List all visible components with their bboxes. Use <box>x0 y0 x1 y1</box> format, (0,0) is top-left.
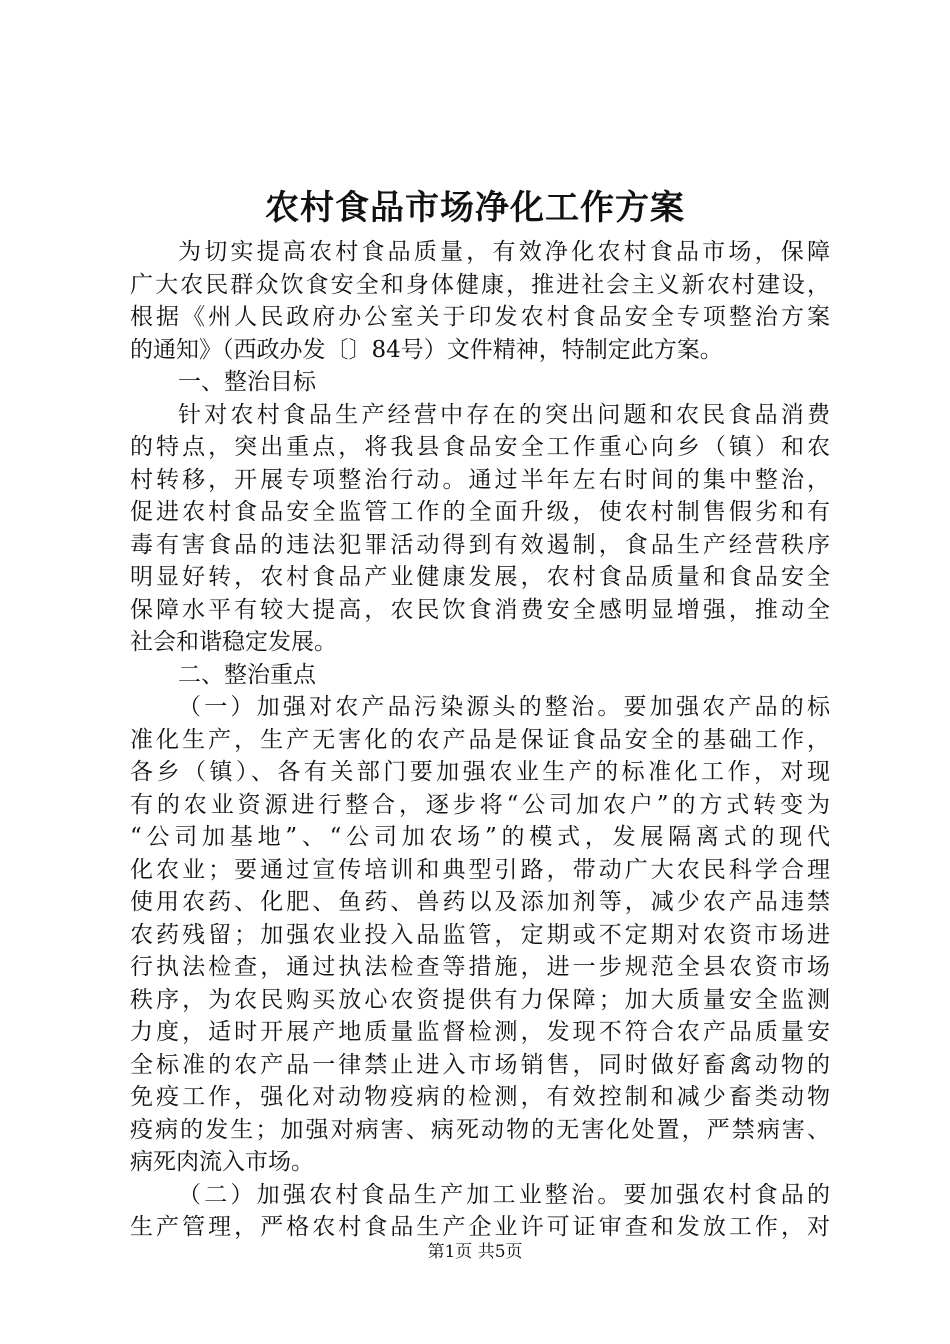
paragraph-line: 生产管理，严格农村食品生产企业许可证审查和发放工作，对 <box>130 1214 830 1240</box>
paragraph-line: 保障水平有较大提高，农民饮食消费安全感明显增强，推动全 <box>130 596 830 623</box>
paragraph-line: 为切实提高农村食品质量，有效净化农村食品市场，保障 <box>178 239 830 265</box>
paragraph-line: 根据《州人民政府办公室关于印发农村食品安全专项整治方案 <box>130 304 830 330</box>
page-footer: 第1页 共5页 <box>427 1242 523 1262</box>
paragraph-line: 准化生产，生产无害化的农产品是保证食品安全的基础工作， <box>130 726 830 753</box>
paragraph-line: 力度，适时开展产地质量监督检测，发现不符合农产品质量安 <box>130 1019 830 1045</box>
paragraph-line: 农药残留；加强农业投入品监管，定期或不定期对农资市场进 <box>130 921 830 948</box>
paragraph-line: 秩序，为农民购买放心农资提供有力保障；加大质量安全监测 <box>130 986 830 1013</box>
paragraph-line: 各乡（镇）、各有关部门要加强农业生产的标准化工作，对现 <box>130 759 830 785</box>
paragraph-line: 广大农民群众饮食安全和身体健康，推进社会主义新农村建设， <box>130 271 830 298</box>
paragraph-line: 社会和谐稳定发展。 <box>130 629 337 655</box>
paragraph-line: 免疫工作，强化对动物疫病的检测，有效控制和减少畜类动物 <box>130 1084 830 1110</box>
paragraph-line: 促进农村食品安全监管工作的全面升级，使农村制售假劣和有 <box>130 499 830 525</box>
section-heading: 二、整治重点 <box>178 661 316 688</box>
paragraph-line: （一）加强对农产品污染源头的整治。要加强农产品的标 <box>178 694 830 720</box>
section-heading: 一、整治目标 <box>178 369 316 395</box>
paragraph-line: 使用农药、化肥、鱼药、兽药以及添加剂等，减少农产品违禁 <box>130 889 830 915</box>
paragraph-line: 针对农村食品生产经营中存在的突出问题和农民食品消费 <box>178 401 830 428</box>
paragraph-line: 村转移，开展专项整治行动。通过半年左右时间的集中整治， <box>130 466 830 493</box>
paragraph-line: 明显好转，农村食品产业健康发展，农村食品质量和食品安全 <box>130 564 830 590</box>
paragraph-line: 行执法检查，通过执法检查等措施，进一步规范全县农资市场 <box>130 954 830 980</box>
paragraph-line: （二）加强农村食品生产加工业整治。要加强农村食品的 <box>178 1181 830 1208</box>
paragraph-line: 疫病的发生；加强对病害、病死动物的无害化处置，严禁病害、 <box>130 1116 830 1143</box>
paragraph-line: “公司加基地”、“公司加农场”的模式，发展隔离式的现代 <box>130 824 830 850</box>
paragraph-line: 全标准的农产品一律禁止进入市场销售，同时做好畜禽动物的 <box>130 1051 830 1078</box>
paragraph-line: 的通知》（西政办发〔〕84号）文件精神，特制定此方案。 <box>130 336 723 363</box>
document-title: 农村食品市场净化工作方案 <box>265 188 685 228</box>
paragraph-line: 化农业；要通过宣传培训和典型引路，带动广大农民科学合理 <box>130 856 830 883</box>
paragraph-line: 的特点，突出重点，将我县食品安全工作重心向乡（镇）和农 <box>130 434 830 460</box>
paragraph-line: 病死肉流入市场。 <box>130 1149 314 1175</box>
paragraph-line: 毒有害食品的违法犯罪活动得到有效遏制，食品生产经营秩序 <box>130 531 830 558</box>
document-body <box>130 236 830 1244</box>
paragraph-line: 有的农业资源进行整合，逐步将“公司加农户”的方式转变为 <box>130 791 830 818</box>
